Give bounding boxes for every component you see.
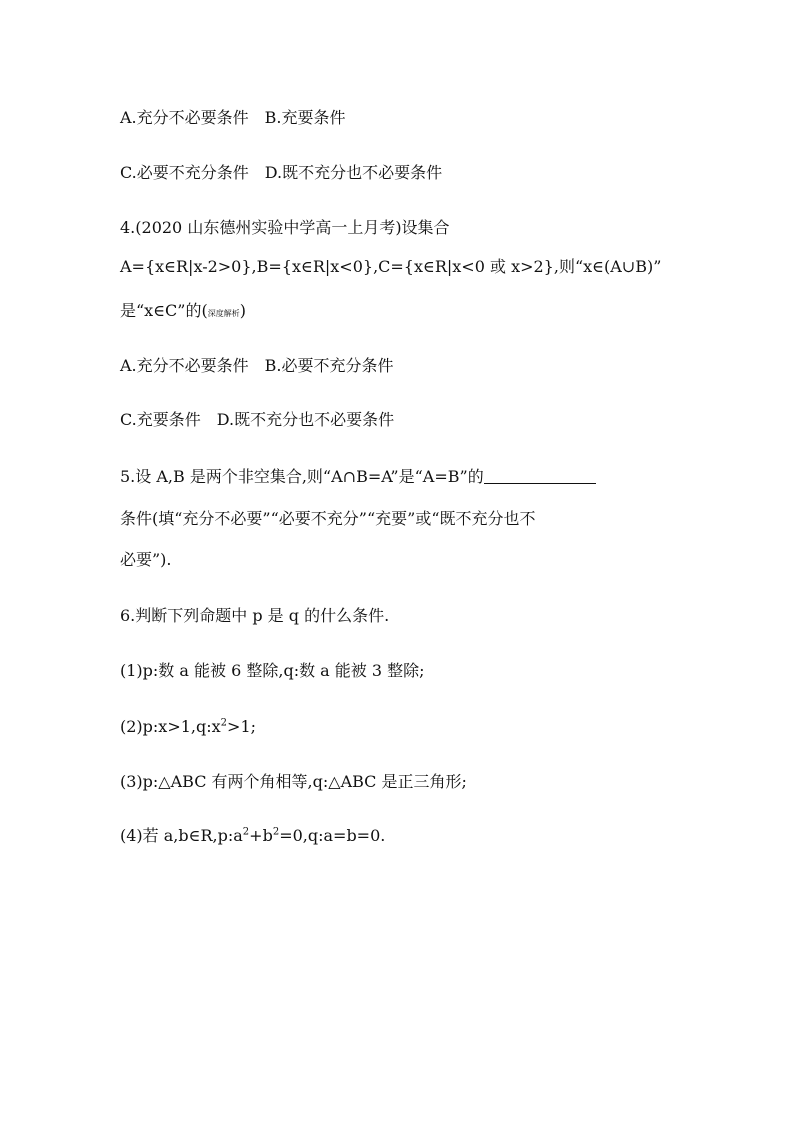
q4-stem-line-1: 4.(2020 山东德州实验中学高一上月考)设集合 [120,218,450,237]
q3-option-a: A.充分不必要条件 [120,108,249,127]
q5-answer-blank[interactable] [484,467,596,484]
q6-title: 6.判断下列命题中 p 是 q 的什么条件. [120,606,390,625]
q3-option-b: B.充要条件 [264,108,346,127]
q4-options-row-2 [120,410,394,430]
q6-item-4-mid: +b [249,826,273,845]
q5-line-2: 条件(填“充分不必要”“必要不充分”“充要”或“既不充分也不 [120,509,536,528]
q5-line-1 [120,467,596,487]
q4-stem-line-3-main: 是“x∈C”的( [120,301,208,320]
q6-item-2-pre: (2)p:x>1,q:x [120,717,221,736]
q3-option-c: C.必要不充分条件 [120,163,249,182]
q4-option-c: C.充要条件 [120,410,201,429]
q4-stem-line-2: A={x∈R|x-2>0},B={x∈R|x<0},C={x∈R|x<0 或 x>2},则“x∈(A∪B)” [120,257,662,276]
q5-line-3: 必要”). [120,550,172,569]
q6-item-4-pre: (4)若 a,b∈R,p:a [120,826,243,845]
q5-line-1-text: 5.设 A,B 是两个非空集合,则“A∩B=A”是“A=B”的 [120,467,484,486]
q4-analysis-tag: 深度解析 [207,309,240,318]
q6-item-3: (3)p:△ABC 有两个角相等,q:△ABC 是正三角形; [120,772,467,791]
q6-item-2-post: >1; [227,717,257,736]
q6-item-4-post: =0,q:a=b=0. [279,826,386,845]
q6-item-2 [120,717,256,737]
q3-options-row-2 [120,163,442,183]
q4-options-row-1 [120,356,394,376]
q4-option-a: A.充分不必要条件 [120,356,249,375]
q6-item-2-exponent: 2 [220,717,228,729]
q4-stem-line-3 [120,301,246,324]
q6-item-4-exponent-2: 2 [272,826,280,838]
q3-options-row-1 [120,108,346,128]
q6-item-4-exponent-1: 2 [242,826,250,838]
q4-option-d: D.既不充分也不必要条件 [216,410,395,429]
q6-item-1: (1)p:数 a 能被 6 整除,q:数 a 能被 3 整除; [120,661,425,680]
q3-option-d: D.既不充分也不必要条件 [264,163,443,182]
q6-item-4 [120,826,385,846]
q4-option-b: B.必要不充分条件 [264,356,394,375]
q4-stem-line-3-end: ) [239,301,246,320]
